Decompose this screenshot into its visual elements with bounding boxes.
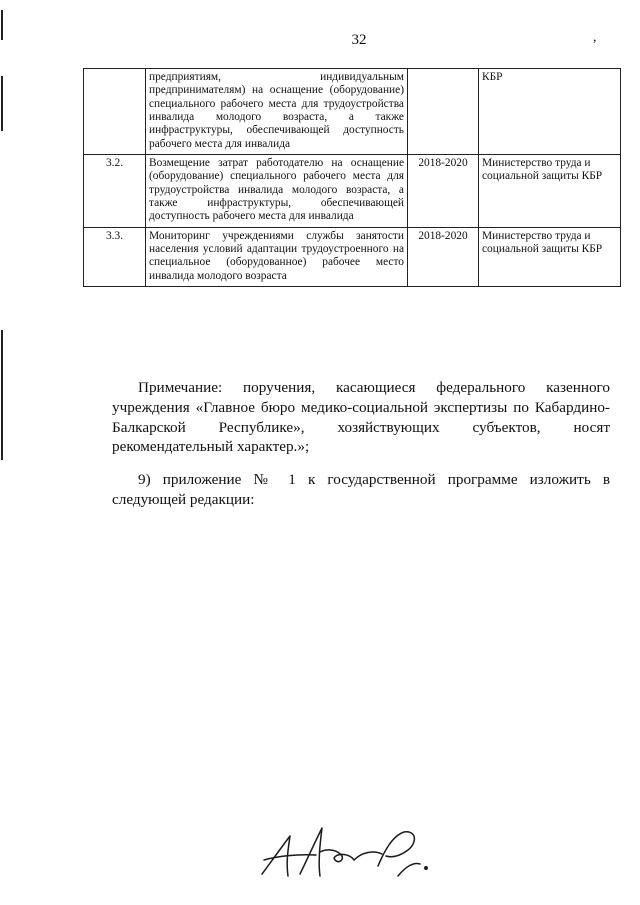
item-9-text: 9) приложение № 1 к государственной программе изложить в следующей редакции:	[112, 471, 610, 508]
row-number: 3.2.	[84, 155, 146, 228]
corner-mark: ,	[593, 30, 597, 45]
executor: Министерство труда и социальной защиты КБР	[479, 155, 621, 228]
period: 2018-2020	[408, 155, 479, 228]
table-row	[84, 155, 621, 228]
period: 2018-2020	[408, 227, 479, 286]
measure-text: Возмещение затрат работодателю на оснащение (оборудование) специального рабочего места для трудоустройства инвалида молодого возраста, а также инфраструктуры, обеспечивающей доступность рабочего места для инвалида	[146, 155, 408, 228]
measures-table	[83, 68, 621, 287]
scan-edge-mark	[1, 330, 3, 460]
page-number: 32	[351, 32, 367, 48]
executor: Министерство труда и социальной защиты КБР	[479, 227, 621, 286]
measure-text: Мониторинг учреждениями службы занятости населения условий адаптации трудоустроенного на специальное (оборудованное) рабочее место инвалида молодого возраста	[146, 227, 408, 286]
item-9-paragraph	[112, 470, 610, 510]
handwritten-signature	[258, 822, 438, 884]
scan-edge-mark	[1, 76, 3, 131]
period	[408, 69, 479, 155]
table-row	[84, 69, 621, 155]
executor: КБР	[479, 69, 621, 155]
table-row	[84, 227, 621, 286]
row-number	[84, 69, 146, 155]
measure-text: предприятиям, индивидуальным предпринимателям) на оснащение (оборудование) специального рабочего места для трудоустройства инвалида молодого возраста, а также инфраструктуры, обеспечивающей доступность рабочего места для инвалида	[146, 69, 408, 155]
note-paragraph	[112, 378, 610, 457]
row-number: 3.3.	[84, 227, 146, 286]
note-text: Примечание: поручения, касающиеся федерального казенного учреждения «Главное бюро медико-социальной экспертизы по Кабардино-Балкарской Республике», хозяйствующих субъектов, носят рекомендательный характер.»;	[112, 379, 610, 456]
